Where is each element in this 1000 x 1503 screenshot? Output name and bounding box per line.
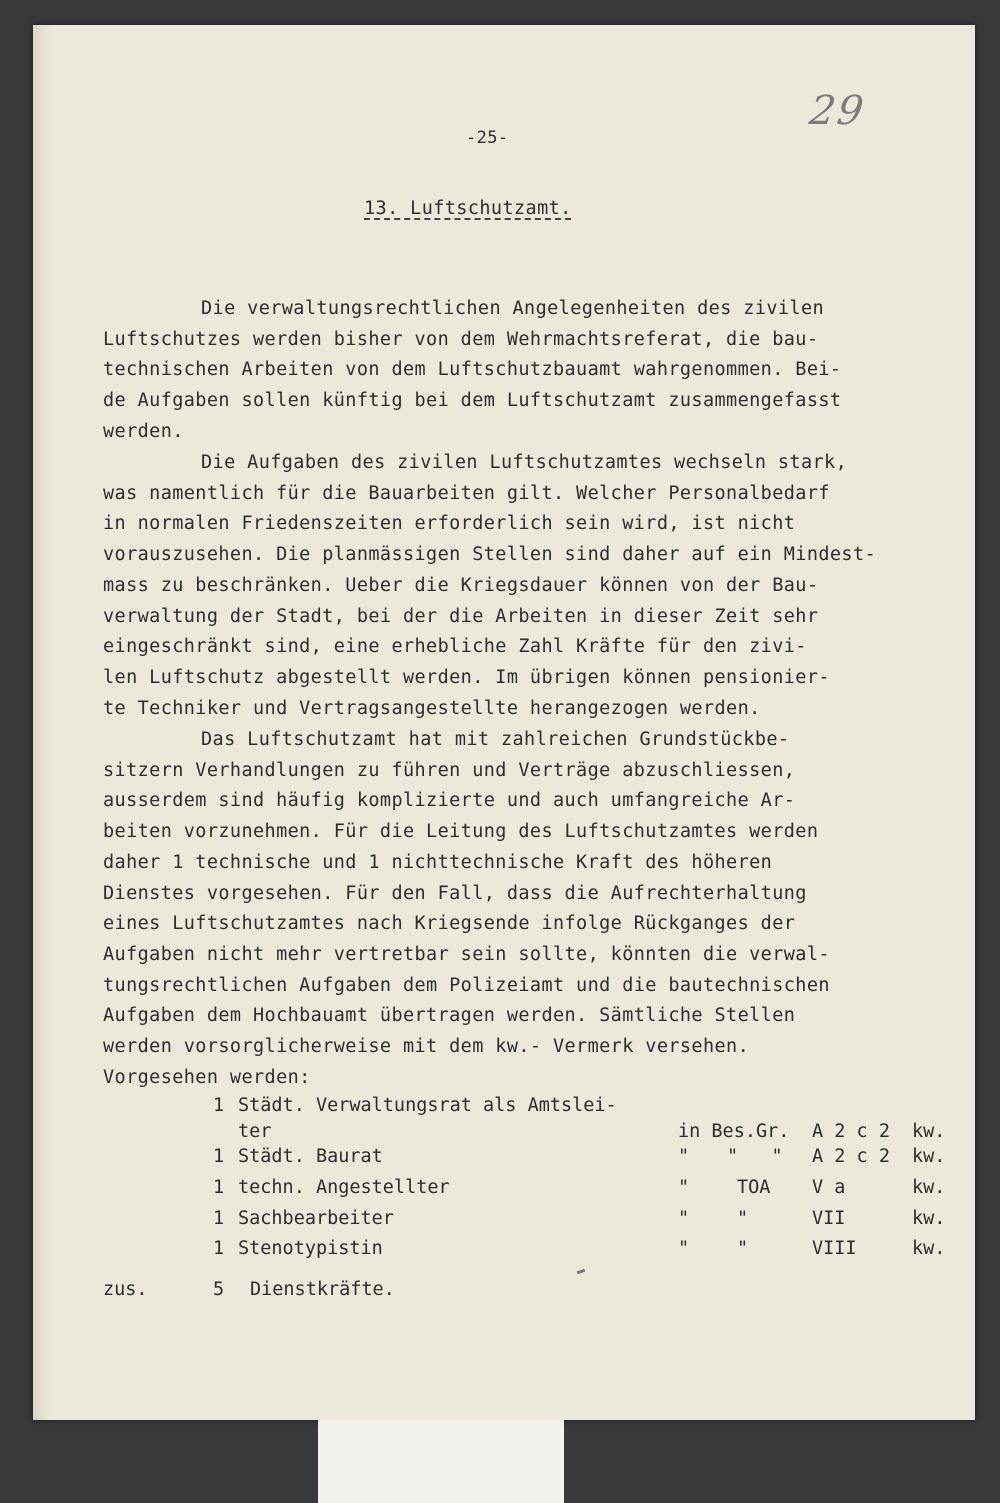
- staff-title: Stenotypistin: [238, 1238, 383, 1259]
- pay-grade: A 2 c 2: [812, 1146, 890, 1167]
- staff-count: 1: [213, 1146, 225, 1167]
- kw-note: kw.: [912, 1146, 946, 1167]
- text-line: Luftschutzes werden bisher von dem Wehrmachtsreferat, die bau-: [103, 328, 819, 350]
- ditto-mark: ": [678, 1238, 690, 1259]
- text-line: was namentlich für die Bauarbeiten gilt. Welcher Personalbedarf: [103, 482, 830, 504]
- salary-group: " ": [727, 1146, 783, 1167]
- staff-count: 1: [213, 1208, 225, 1229]
- kw-note: kw.: [912, 1121, 946, 1142]
- text-line: daher 1 technische und 1 nichttechnische Kraft des höheren: [103, 851, 773, 873]
- text-line: Vorgesehen werden:: [103, 1066, 311, 1088]
- total-count: 5: [213, 1279, 225, 1300]
- text-line: vorauszusehen. Die planmässigen Stellen sind daher auf ein Mindest-: [103, 544, 877, 566]
- pay-grade: VIII: [812, 1238, 857, 1259]
- text-line: te Techniker und Vertragsangestellte herangezogen werden.: [103, 697, 761, 719]
- text-line: in normalen Friedenszeiten erforderlich sein wird, ist nicht: [103, 513, 796, 535]
- kw-note: kw.: [912, 1208, 946, 1229]
- pay-grade: A 2 c 2: [812, 1121, 890, 1142]
- text-line: tungsrechtlichen Aufgaben dem Polizeiamt und die bautechnischen: [103, 974, 830, 996]
- text-line: ausserdem sind häufig komplizierte und auch umfangreiche Ar-: [103, 790, 796, 812]
- text-line: Aufgaben nicht mehr vertretbar sein sollte, könnten die verwal-: [103, 943, 830, 965]
- section-heading: 13. Luftschutzamt.: [364, 198, 572, 219]
- staff-count: 1: [213, 1177, 225, 1198]
- ditto-mark: ": [678, 1146, 690, 1167]
- staff-count: 1: [213, 1238, 225, 1259]
- text-line: sitzern Verhandlungen zu führen und Verträge abzuschliessen,: [103, 759, 796, 781]
- text-line: Die verwaltungsrechtlichen Angelegenheiten des zivilen: [201, 298, 825, 319]
- paper-slip: [318, 1420, 564, 1503]
- text-line: werden vorsorglicherweise mit dem kw.- Vermerk versehen.: [103, 1036, 750, 1057]
- staff-title: Städt. Baurat: [238, 1146, 383, 1167]
- kw-note: kw.: [912, 1177, 946, 1198]
- staff-title-continued: ter: [238, 1121, 272, 1142]
- text-line: Das Luftschutzamt hat mit zahlreichen Grundstückbe-: [201, 729, 790, 750]
- handwritten-folio-number: 29: [806, 88, 869, 134]
- text-line: technischen Arbeiten von dem Luftschutzbauamt wahrgenommen. Bei-: [103, 359, 842, 381]
- text-line: Aufgaben dem Hochbauamt übertragen werden. Sämtliche Stellen: [103, 1005, 796, 1027]
- pay-grade: VII: [812, 1208, 846, 1229]
- total-label: zus.: [103, 1279, 148, 1300]
- ditto-mark: ": [678, 1177, 690, 1198]
- text-line: werden.: [103, 420, 184, 442]
- salary-group: ": [737, 1208, 749, 1229]
- text-line: eingeschränkt sind, eine erhebliche Zahl Kräfte für den zivi-: [103, 636, 807, 658]
- staff-title: Sachbearbeiter: [238, 1208, 394, 1229]
- text-line: len Luftschutz abgestellt werden. Im übrigen können pensionier-: [103, 666, 830, 688]
- text-line: verwaltung der Stadt, bei der die Arbeiten in dieser Zeit sehr: [103, 605, 819, 627]
- salary-group: TOA: [737, 1177, 771, 1198]
- text-line: mass zu beschränken. Ueber die Kriegsdauer können von der Bau-: [103, 574, 819, 596]
- page-fold-shadow: [33, 25, 51, 1420]
- salary-group: ": [737, 1238, 749, 1259]
- text-line: Dienstes vorgesehen. Für den Fall, dass die Aufrechterhaltung: [103, 882, 807, 904]
- text-line: beiten vorzunehmen. Für die Leitung des Luftschutzamtes werden: [103, 821, 819, 843]
- text-line: Die Aufgaben des zivilen Luftschutzamtes wechseln stark,: [201, 452, 848, 473]
- staff-title: techn. Angestellter: [238, 1177, 450, 1198]
- page-number: -25-: [466, 128, 509, 148]
- text-line: de Aufgaben sollen künftig bei dem Luftschutzamt zusammengefasst: [103, 390, 842, 412]
- staff-count: 1: [213, 1095, 225, 1116]
- text-line: eines Luftschutzamtes nach Kriegsende infolge Rückganges der: [103, 913, 796, 935]
- pay-grade: V a: [812, 1177, 846, 1198]
- staff-title: Städt. Verwaltungsrat als Amtslei-: [238, 1095, 617, 1116]
- total-text: Dienstkräfte.: [250, 1279, 395, 1300]
- ditto-mark: ": [678, 1208, 690, 1229]
- salary-group-prefix: in Bes.Gr.: [678, 1121, 790, 1142]
- kw-note: kw.: [912, 1238, 946, 1259]
